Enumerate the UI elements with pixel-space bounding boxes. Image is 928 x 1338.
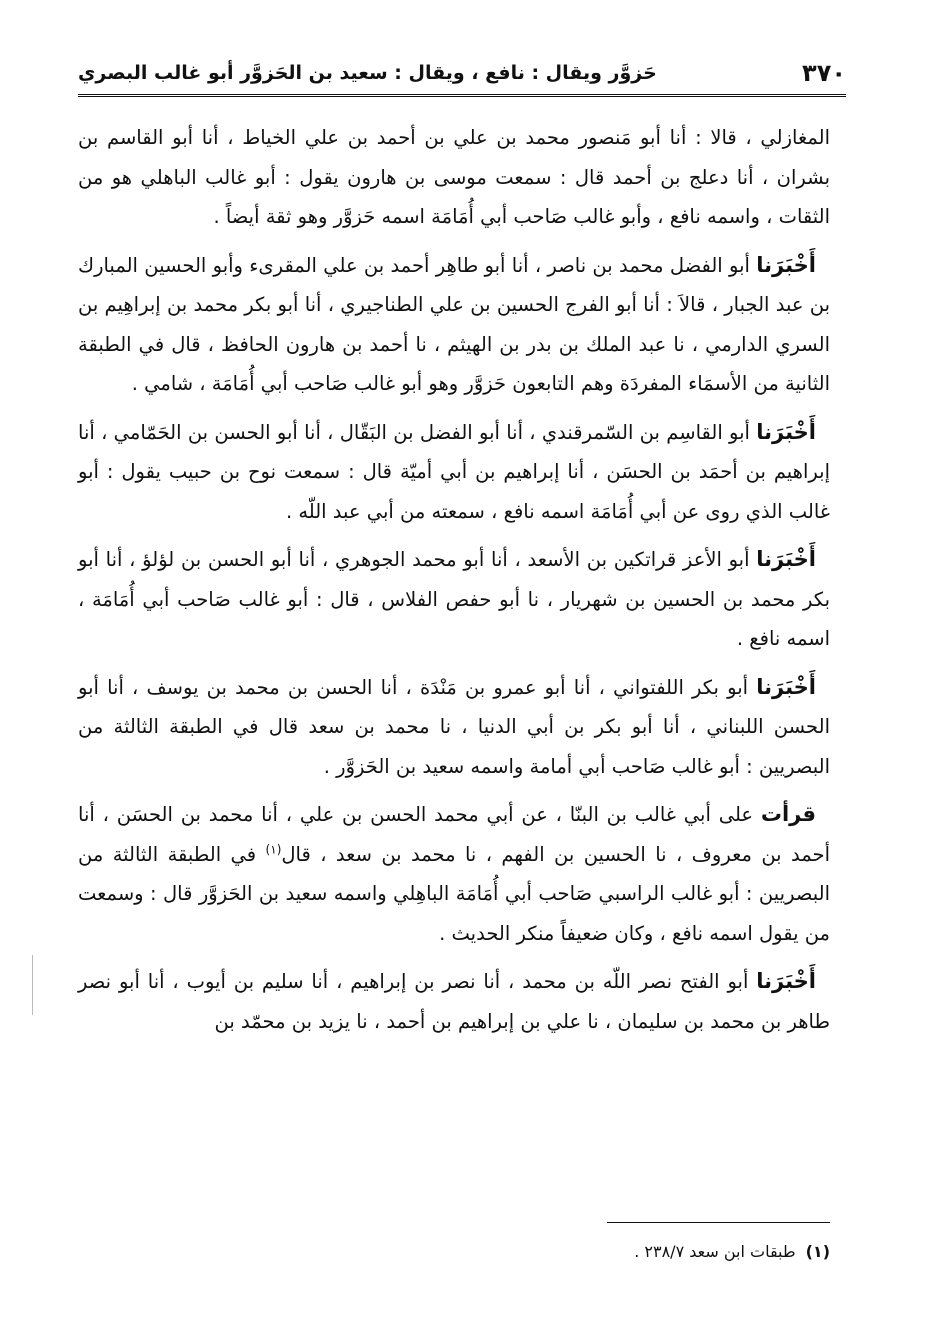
footnote-reference: (١): [265, 842, 282, 856]
paragraph-text: أبو الفتح نصر اللّه بن محمد ، أنا نصر بن إبراهيم ، أنا سليم بن أيوب ، أنا أبو نصر طاهر بن محمد بن سليمان ، نا علي بن إبراهيم بن أحمد ، نا يزيد بن محمّد بن: [78, 970, 830, 1033]
paragraph-text: في الطبقة الثالثة من البصريين : أبو غالب الراسبي صَاحب أبي أُمَامَة الباهِلي واسمه سعيد بن الحَزوَّر قال : وسمعت من يقول اسمه نافع ، وكان ضعيفاً منكر الحديث .: [78, 842, 830, 945]
paragraph: [78, 540, 830, 659]
paragraph-lead-word: أَخْبَرَنا: [756, 419, 816, 444]
paragraph-lead-word: قرأت: [760, 802, 816, 826]
paragraph: [78, 795, 830, 953]
footnote-text: طبقات ابن سعد ٢٣٨/٧ .: [634, 1242, 796, 1261]
paragraph-lead-word: أَخْبَرَنا: [756, 674, 816, 699]
paragraph: [78, 668, 830, 787]
paragraph-text: المغازلي ، قالا : أنا أبو مَنصور محمد بن علي بن أحمد بن علي الخياط ، أنا أبو القاسم بن بشران ، أنا دعلج بن أحمد قال : سمعت موسى بن هارون يقول : أبو غالب الباهلي هو من الثقات ، واسمه نافع ، وأبو غالب صَاحب أبي أُمَامَة اسمه حَزوَّر وهو ثقة أيضاً .: [78, 126, 830, 228]
paragraph-text: أبو القاسِم بن السّمرقندي ، أنا أبو الفضل بن البَقّال ، أنا أبو الحسن بن الحَمّامي ، أنا إبراهيم بن أحمَد بن الحسَن ، أنا إبراهيم بن أبي أميّة قال : سمعت نوح بن حبيب يقول : أبو غالب الذي روى عن أبي أُمَامَة اسمه نافع ، سمعته من أبي عبد اللّه .: [78, 420, 830, 523]
paragraph-lead-word: أَخْبَرَنا: [756, 547, 816, 571]
running-title: حَزوَّر ويقال : نافع ، ويقال : سعيد بن الحَزوَّر أبو غالب البصري: [78, 62, 657, 84]
paragraph: [78, 118, 830, 237]
scan-margin-mark: [32, 955, 33, 1015]
page-header: [78, 52, 846, 97]
paragraph-text: أبو الفضل محمد بن ناصر ، أنا أبو طاهِر أحمد بن علي المقرىء وأبو الحسين المبارك بن عبد الجبار ، قالاَ : أنا أبو الفرج الحسين بن علي الطناجيري ، أنا أبو بكر محمد بن إبراهِيم بن السري الدارمي ، نا عبد الملك بن بدر بن الهيثم ، نا أحمد بن هارون الحافظ ، قال في الطبقة الثانية من الأسمَاء المفردَة وهم التابعون حَزوَّر وهو أبو غالب صَاحب أبي أُمَامَة ، شامي .: [78, 253, 830, 395]
paragraph-lead-word: أَخْبَرَنا: [756, 969, 816, 993]
page-number: ٣٧٠: [802, 59, 846, 87]
paragraph: [78, 246, 830, 404]
paragraph-lead-word: أَخْبَرَنا: [756, 252, 816, 277]
footnote-number: (١): [805, 1242, 830, 1261]
main-text: [78, 118, 830, 1050]
footnote: [78, 1238, 830, 1266]
footnote-divider: [607, 1222, 830, 1223]
paragraph: [78, 962, 830, 1041]
paragraph-text: أبو بكر اللفتواني ، أنا أبو عمرو بن مَنْدَة ، أنا الحسن بن محمد بن يوسف ، أنا أبو الحسن اللبناني ، أنا أبو بكر بن أبي الدنيا ، نا محمد بن سعد قال في الطبقة الثالثة من البصريين : أبو غالب صَاحب أبي أمامة واسمه سعيد بن الحَزوَّر .: [78, 675, 830, 778]
paragraph-text: على أبي غالب بن البنّا ، عن أبي محمد الحسن بن علي ، أنا محمد بن الحسَن ، أنا أحمد بن معروف ، نا الحسين بن الفهم ، نا محمد بن سعد ، قال: [78, 803, 831, 866]
paragraph: [78, 413, 830, 532]
paragraph-text: أبو الأعز قراتكين بن الأسعد ، أنا أبو محمد الجوهري ، أنا أبو الحسن بن لؤلؤ ، أنا أبو بكر محمد بن الحسين بن شهريار ، نا أبو حفص الفلاس ، قال : أبو غالب صَاحب أبي أُمَامَة ، اسمه نافع .: [78, 548, 830, 650]
